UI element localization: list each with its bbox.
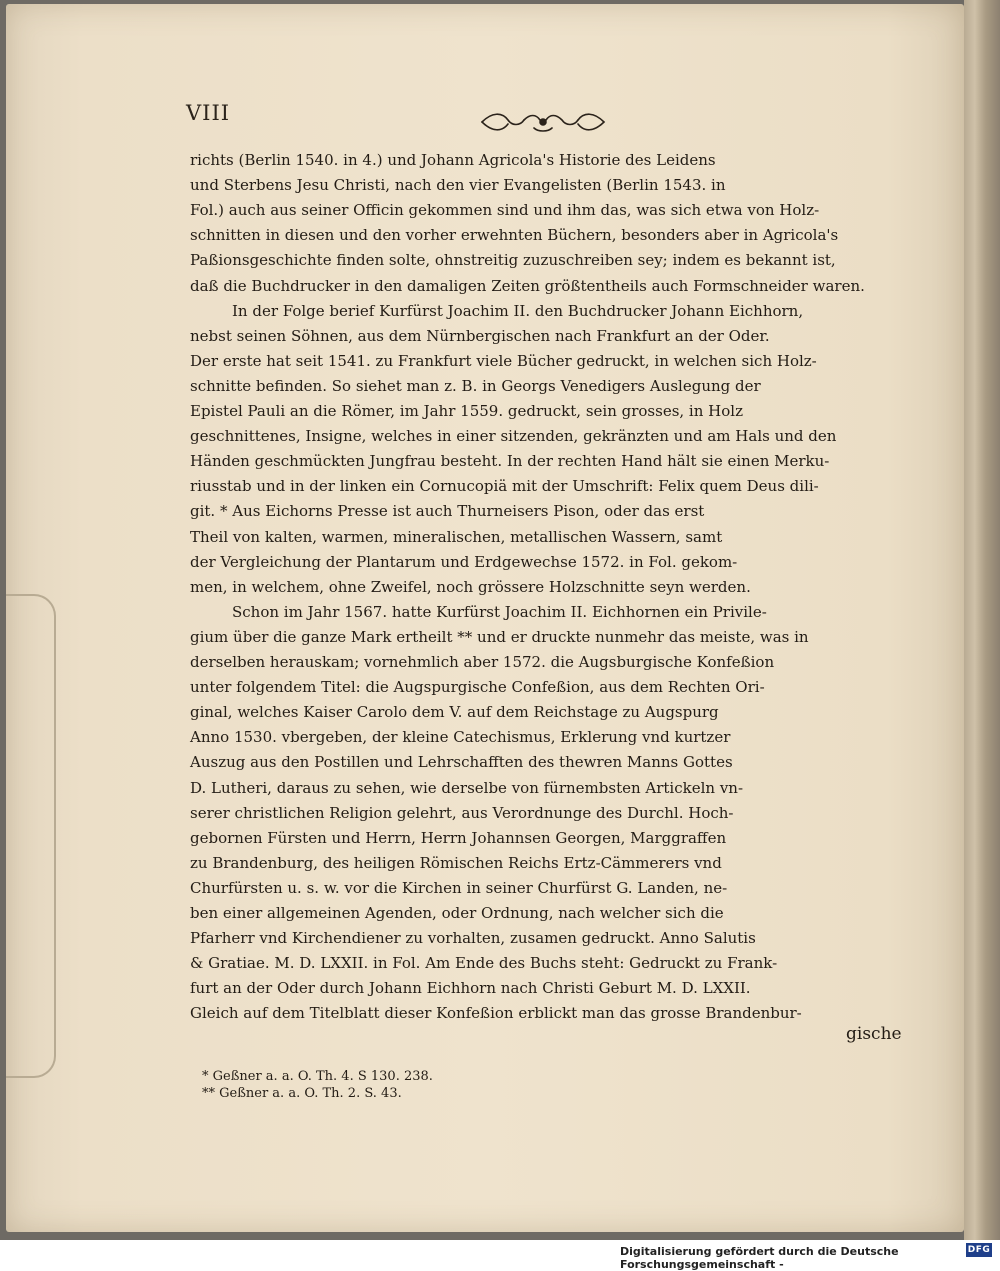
text-line: unter folgendem Titel: die Augspurgische Confeßion, aus dem Rechten Ori-	[190, 678, 765, 697]
text-line: Schon im Jahr 1567. hatte Kurfürst Joachim II. Eichhornen ein Privile-	[232, 602, 767, 621]
footnote: ** Geßner a. a. O. Th. 2. S. 43.	[202, 1086, 402, 1101]
text-line: Fol.) auch aus seiner Officin gekommen sind und ihm das, was sich etwa von Holz-	[190, 201, 820, 220]
ornament-icon	[478, 108, 608, 136]
text-line: geschnittenes, Insigne, welches in einer sitzenden, gekränzten und am Hals und den	[190, 427, 837, 446]
text-line: Händen geschmückten Jungfrau besteht. In der rechten Hand hält sie einen Merku-	[190, 452, 830, 471]
text-line: serer christlichen Religion gelehrt, aus Verordnunge des Durchl. Hoch-	[190, 803, 734, 822]
page-number: VIII	[186, 101, 231, 125]
text-line: zu Brandenburg, des heiligen Römischen Reichs Ertz-Cämmerers vnd	[190, 853, 722, 872]
text-line: derselben herauskam; vornehmlich aber 1572. die Augsburgische Konfeßion	[190, 653, 775, 671]
dfg-logo: DFG	[967, 1245, 991, 1255]
text-line: ben einer allgemeinen Agenden, oder Ordnung, nach welcher sich die	[190, 904, 724, 922]
text-line: nebst seinen Söhnen, aus dem Nürnbergischen nach Frankfurt an der Oder.	[190, 326, 770, 345]
text-line: der Vergleichung der Plantarum und Erdgewechse 1572. in Fol. gekom-	[190, 552, 738, 571]
text-line: Der erste hat seit 1541. zu Frankfurt viele Bücher gedruckt, in welchen sich Holz-	[190, 351, 817, 370]
text-line: D. Lutheri, daraus zu sehen, wie derselbe von fürnembsten Artickeln vn-	[190, 778, 744, 797]
catchword: gische	[846, 1024, 902, 1044]
book-edge	[964, 0, 1000, 1240]
text-line: In der Folge berief Kurfürst Joachim II. den Buchdrucker Johann Eichhorn,	[232, 301, 804, 320]
text-line: git. * Aus Eichorns Presse ist auch Thurneisers Pison, oder das erst	[190, 502, 705, 521]
text-line: ginal, welches Kaiser Carolo dem V. auf dem Reichstage zu Augspurg	[190, 703, 719, 722]
text-line: richts (Berlin 1540. in 4.) und Johann Agricola's Historie des Leidens	[190, 151, 716, 169]
text-line: Epistel Pauli an die Römer, im Jahr 1559. gedruckt, sein grosses, in Holz	[190, 402, 743, 420]
footer-credit: Digitalisierung gefördert durch die Deutsche Forschungsgemeinschaft -	[620, 1245, 899, 1271]
text-line: schnitte befinden. So siehet man z. B. in Georgs Venedigers Auslegung der	[190, 376, 761, 395]
text-line: schnitten in diesen und den vorher erwehnten Büchern, besonders aber in Agricola's	[190, 226, 839, 245]
text-line: Anno 1530. vbergeben, der kleine Catechismus, Erklerung vnd kurtzer	[190, 728, 731, 747]
text-line: Gleich auf dem Titelblatt dieser Konfeßion erblickt man das grosse Brandenbur-	[190, 1004, 802, 1023]
text-line: Auszug aus den Postillen und Lehrschafften des thewren Manns Gottes	[190, 753, 733, 772]
text-line: & Gratiae. M. D. LXXII. in Fol. Am Ende des Buchs steht: Gedruckt zu Frank-	[190, 954, 778, 973]
text-line: daß die Buchdrucker in den damaligen Zeiten größtentheils auch Formschneider waren.	[190, 276, 865, 295]
page-clip-shadow	[6, 594, 56, 1078]
text-line: gium über die ganze Mark ertheilt ** und er druckte nunmehr das meiste, was in	[190, 627, 809, 646]
text-line: Paßionsgeschichte finden solte, ohnstreitig zuzuschreiben sey; indem es bekannt ist,	[190, 251, 836, 270]
footnote: * Geßner a. a. O. Th. 4. S 130. 238.	[202, 1069, 433, 1084]
text-line: Churfürsten u. s. w. vor die Kirchen in seiner Churfürst G. Landen, ne-	[190, 878, 728, 897]
text-line: Theil von kalten, warmen, mineralischen, metallischen Wassern, samt	[190, 527, 723, 546]
text-line: und Sterbens Jesu Christi, nach den vier Evangelisten (Berlin 1543. in	[190, 176, 726, 195]
text-line: Pfarherr vnd Kirchendiener zu vorhalten, zusamen gedruckt. Anno Salutis	[190, 929, 756, 948]
footnotes	[202, 1068, 622, 1102]
text-line: gebornen Fürsten und Herrn, Herrn Johannsen Georgen, Marggraffen	[190, 828, 727, 847]
text-line: riusstab und in der linken ein Cornucopiä mit der Umschrift: Felix quem Deus dili-	[190, 477, 819, 496]
text-line: men, in welchem, ohne Zweifel, noch grössere Holzschnitte seyn werden.	[190, 577, 751, 596]
text-line: furt an der Oder durch Johann Eichhorn nach Christi Geburt M. D. LXXII.	[190, 979, 751, 998]
